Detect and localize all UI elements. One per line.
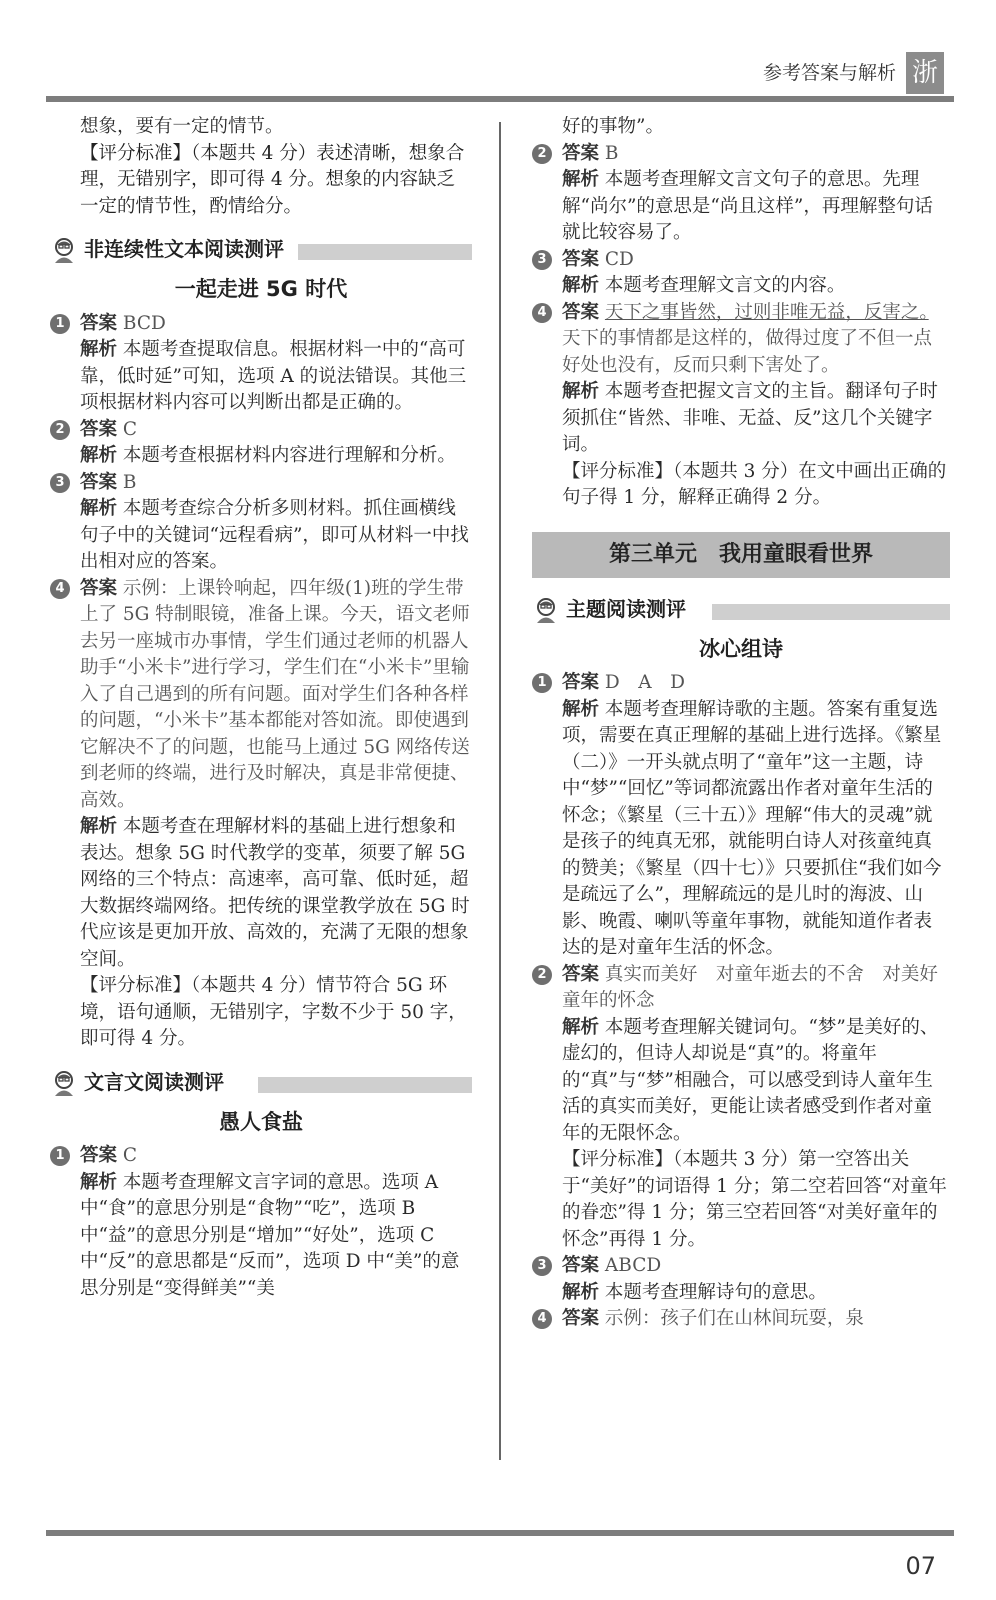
section-title: 主题阅读测评	[566, 596, 686, 621]
answer-label: 答案	[562, 963, 600, 985]
question-number: 4	[532, 1309, 552, 1329]
answer-item	[532, 1306, 950, 1333]
column-divider	[499, 122, 501, 1460]
answer-text: B	[604, 142, 619, 164]
analysis-text: 本题考查理解诗歌的主题。答案有重复选项，需要在真正理解的基础上进行选择。《繁星（二）》一开头就点明了“童年”这一主题，诗中“梦”“回忆”等词都流露出作者对童年生活的怀念；《繁星（三十五）》理解“伟大的灵魂”就是孩子的纯真无邪，就能明白诗人对孩童纯真的赞美；《繁星（四十七）》只要抓住“我们如今是疏远了么”，理解疏远的是儿时的海波、山影、晚霞、喇叭等童年事物，就能知道作者表达的是对童年生活的怀念。	[562, 698, 942, 958]
answer-item	[50, 576, 472, 1053]
analysis-label: 解析	[562, 698, 600, 720]
intro-line: 想象，要有一定的情节。	[80, 116, 284, 137]
page-number: 07	[905, 1552, 936, 1580]
answer-label: 答案	[562, 301, 600, 323]
article-title: 一起走进 5G 时代	[174, 277, 348, 301]
answer-label: 答案	[80, 418, 118, 440]
analysis-text: 本题考查在理解材料的基础上进行想象和表达。想象 5G 时代教学的变革，须要了解 5G 网络的三个特点：高速率，高可靠、低时延，超大数据终端网络。把传统的课堂教学放在 5G 时代应该是更加开放、高效的，充满了无限的想象空间。	[80, 816, 470, 970]
section-title: 文言文阅读测评	[84, 1069, 224, 1094]
analysis-label: 解析	[80, 445, 118, 466]
province-badge: 浙	[906, 52, 944, 94]
answer-label: 答案	[80, 1145, 118, 1166]
answer-label: 答案	[80, 577, 118, 599]
question-number: 3	[532, 250, 552, 270]
answer-item	[50, 417, 472, 470]
analysis-label: 解析	[562, 1281, 600, 1303]
question-number: 1	[50, 314, 70, 334]
answer-text: 天下的事情都是这样的，做得过度了不但一点好处也没有，反而只剩下害处了。	[562, 328, 933, 376]
answer-item	[532, 1253, 950, 1306]
answer-item	[532, 300, 950, 512]
answer-label: 答案	[562, 1255, 600, 1276]
answer-text: BCD	[122, 312, 166, 334]
scoring-standard: 【评分标准】（本题共 4 分）表述清晰，想象合理，无错别字，即可得 4 分。想象的内容缺乏一定的情节性，酌情给分。	[80, 142, 465, 217]
answer-text: C	[122, 1145, 138, 1166]
reader-icon	[50, 1069, 78, 1097]
article-title: 冰心组诗	[699, 636, 783, 661]
question-number: 3	[50, 473, 70, 493]
analysis-text: 本题考查理解文言文的内容。	[604, 275, 846, 296]
section-title: 非连续性文本阅读测评	[84, 237, 284, 261]
analysis-label: 解析	[562, 381, 600, 402]
page-header	[0, 0, 996, 104]
scoring-standard: 【评分标准】（本题共 4 分）情节符合 5G 环境，语句通顺，无错别字，字数不少于 50 字，即可得 4 分。	[80, 975, 467, 1049]
article-title: 愚人食盐	[219, 1109, 303, 1134]
answer-label: 答案	[562, 672, 600, 693]
analysis-text: 本题考查理解文言字词的意思。选项 A 中“食”的意思分别是“食物”“吃”，选项 B 中“益”的意思分别是“增加”“好处”，选项 C 中“反”的意思都是“反而”，选项 D 中“美”的意思分别是“变得鲜美”“美	[80, 1171, 460, 1299]
question-number: 2	[50, 420, 70, 440]
right-column	[532, 114, 950, 1333]
analysis-label: 解析	[80, 816, 118, 837]
answer-item	[532, 247, 950, 300]
answer-item	[50, 1143, 472, 1302]
header-title: 参考答案与解析	[762, 62, 896, 84]
question-number: 1	[50, 1146, 70, 1166]
analysis-label: 解析	[80, 498, 118, 519]
analysis-label: 解析	[80, 1171, 118, 1193]
section-bar	[712, 604, 950, 620]
question-number: 1	[532, 673, 552, 693]
continued-line: 好的事物”。	[562, 116, 664, 137]
answer-text: ABCD	[604, 1255, 662, 1276]
analysis-text: 本题考查提取信息。根据材料一中的“高可靠，低时延”可知，选项 A 的说法错误。其他三项根据材料内容可以判断出都是正确的。	[80, 339, 467, 413]
question-number: 2	[532, 965, 552, 985]
section-bar	[298, 244, 472, 260]
analysis-text: 本题考查根据材料内容进行理解和分析。	[122, 445, 456, 466]
analysis-text: 本题考查理解文言文句子的意思。先理解“尚尔”的意思是“尚且这样”，再理解整句话就比较容易了。	[562, 169, 933, 243]
answer-label: 答案	[80, 471, 118, 493]
analysis-label: 解析	[562, 1016, 600, 1038]
unit-banner: 第三单元 我用童眼看世界	[532, 532, 950, 578]
question-number: 4	[532, 303, 552, 323]
header-rule	[46, 96, 954, 102]
answer-text: B	[122, 471, 137, 493]
section-heading	[532, 594, 950, 630]
section-heading	[50, 234, 472, 270]
question-number: 3	[532, 1256, 552, 1276]
scoring-standard: 【评分标准】（本题共 3 分）第一空答出关于“美好”的词语得 1 分；第二空若回答“对童年的眷恋”得 1 分；第三空若回答“对美好童年的怀念”再得 1 分。	[562, 1149, 947, 1250]
answer-item	[532, 141, 950, 247]
question-number: 4	[50, 579, 70, 599]
answer-label: 答案	[562, 142, 600, 164]
footer-rule	[46, 1530, 954, 1536]
answer-label: 答案	[562, 1308, 600, 1329]
question-number: 2	[532, 144, 552, 164]
analysis-label: 解析	[562, 275, 600, 296]
analysis-label: 解析	[80, 339, 118, 360]
answer-label: 答案	[80, 312, 118, 334]
answer-label: 答案	[562, 248, 600, 270]
answer-text: CD	[604, 248, 634, 270]
section-heading	[50, 1067, 472, 1103]
answer-item	[532, 962, 950, 1254]
answer-text: 示例：孩子们在山林间玩耍，泉	[604, 1308, 864, 1329]
analysis-text: 本题考查理解诗句的意思。	[604, 1281, 827, 1303]
reader-icon	[532, 596, 560, 624]
answer-item	[532, 670, 950, 962]
analysis-text: 本题考查理解关键词句。“梦”是美好的、虚幻的，但诗人却说是“真”的。将童年的“真”与“梦”相融合，可以感受到诗人童年生活的真实而美好，更能让读者感受到作者对童年的无限怀念。	[562, 1016, 939, 1144]
answer-text: 真实而美好 对童年逝去的不舍 对美好童年的怀念	[562, 963, 938, 1011]
answer-text: D A D	[604, 672, 685, 693]
underlined-sentence: 天下之事皆然，过则非唯无益，反害之。	[604, 301, 929, 323]
analysis-label: 解析	[562, 169, 600, 190]
left-column	[50, 114, 472, 1302]
section-bar	[258, 1077, 472, 1093]
answer-text: C	[122, 418, 138, 440]
scoring-standard: 【评分标准】（本题共 3 分）在文中画出正确的句子得 1 分，解释正确得 2 分。	[562, 460, 947, 508]
answer-text: 示例：上课铃响起，四年级(1)班的学生带上了 5G 特制眼镜，准备上课。今天，语文老师去另一座城市办事情，学生们通过老师的机器人助手“小米卡”进行学习，学生们在“小米卡”里输入了自己遇到的所有问题。面对学生们各种各样的问题，“小米卡”基本都能对答如流。即使遇到它解决不了的问题，也能马上通过 5G 网络传送到老师的终端，进行及时解决，真是非常便捷、高效。	[80, 577, 470, 811]
reader-icon	[50, 236, 78, 264]
answer-item	[50, 311, 472, 417]
answer-item	[50, 470, 472, 576]
analysis-text: 本题考查把握文言文的主旨。翻译句子时须抓住“皆然、非唯、无益、反”这几个关键字词。	[562, 381, 938, 455]
analysis-text: 本题考查综合分析多则材料。抓住画横线句子中的关键词“远程看病”，即可从材料一中找出相对应的答案。	[80, 498, 469, 572]
